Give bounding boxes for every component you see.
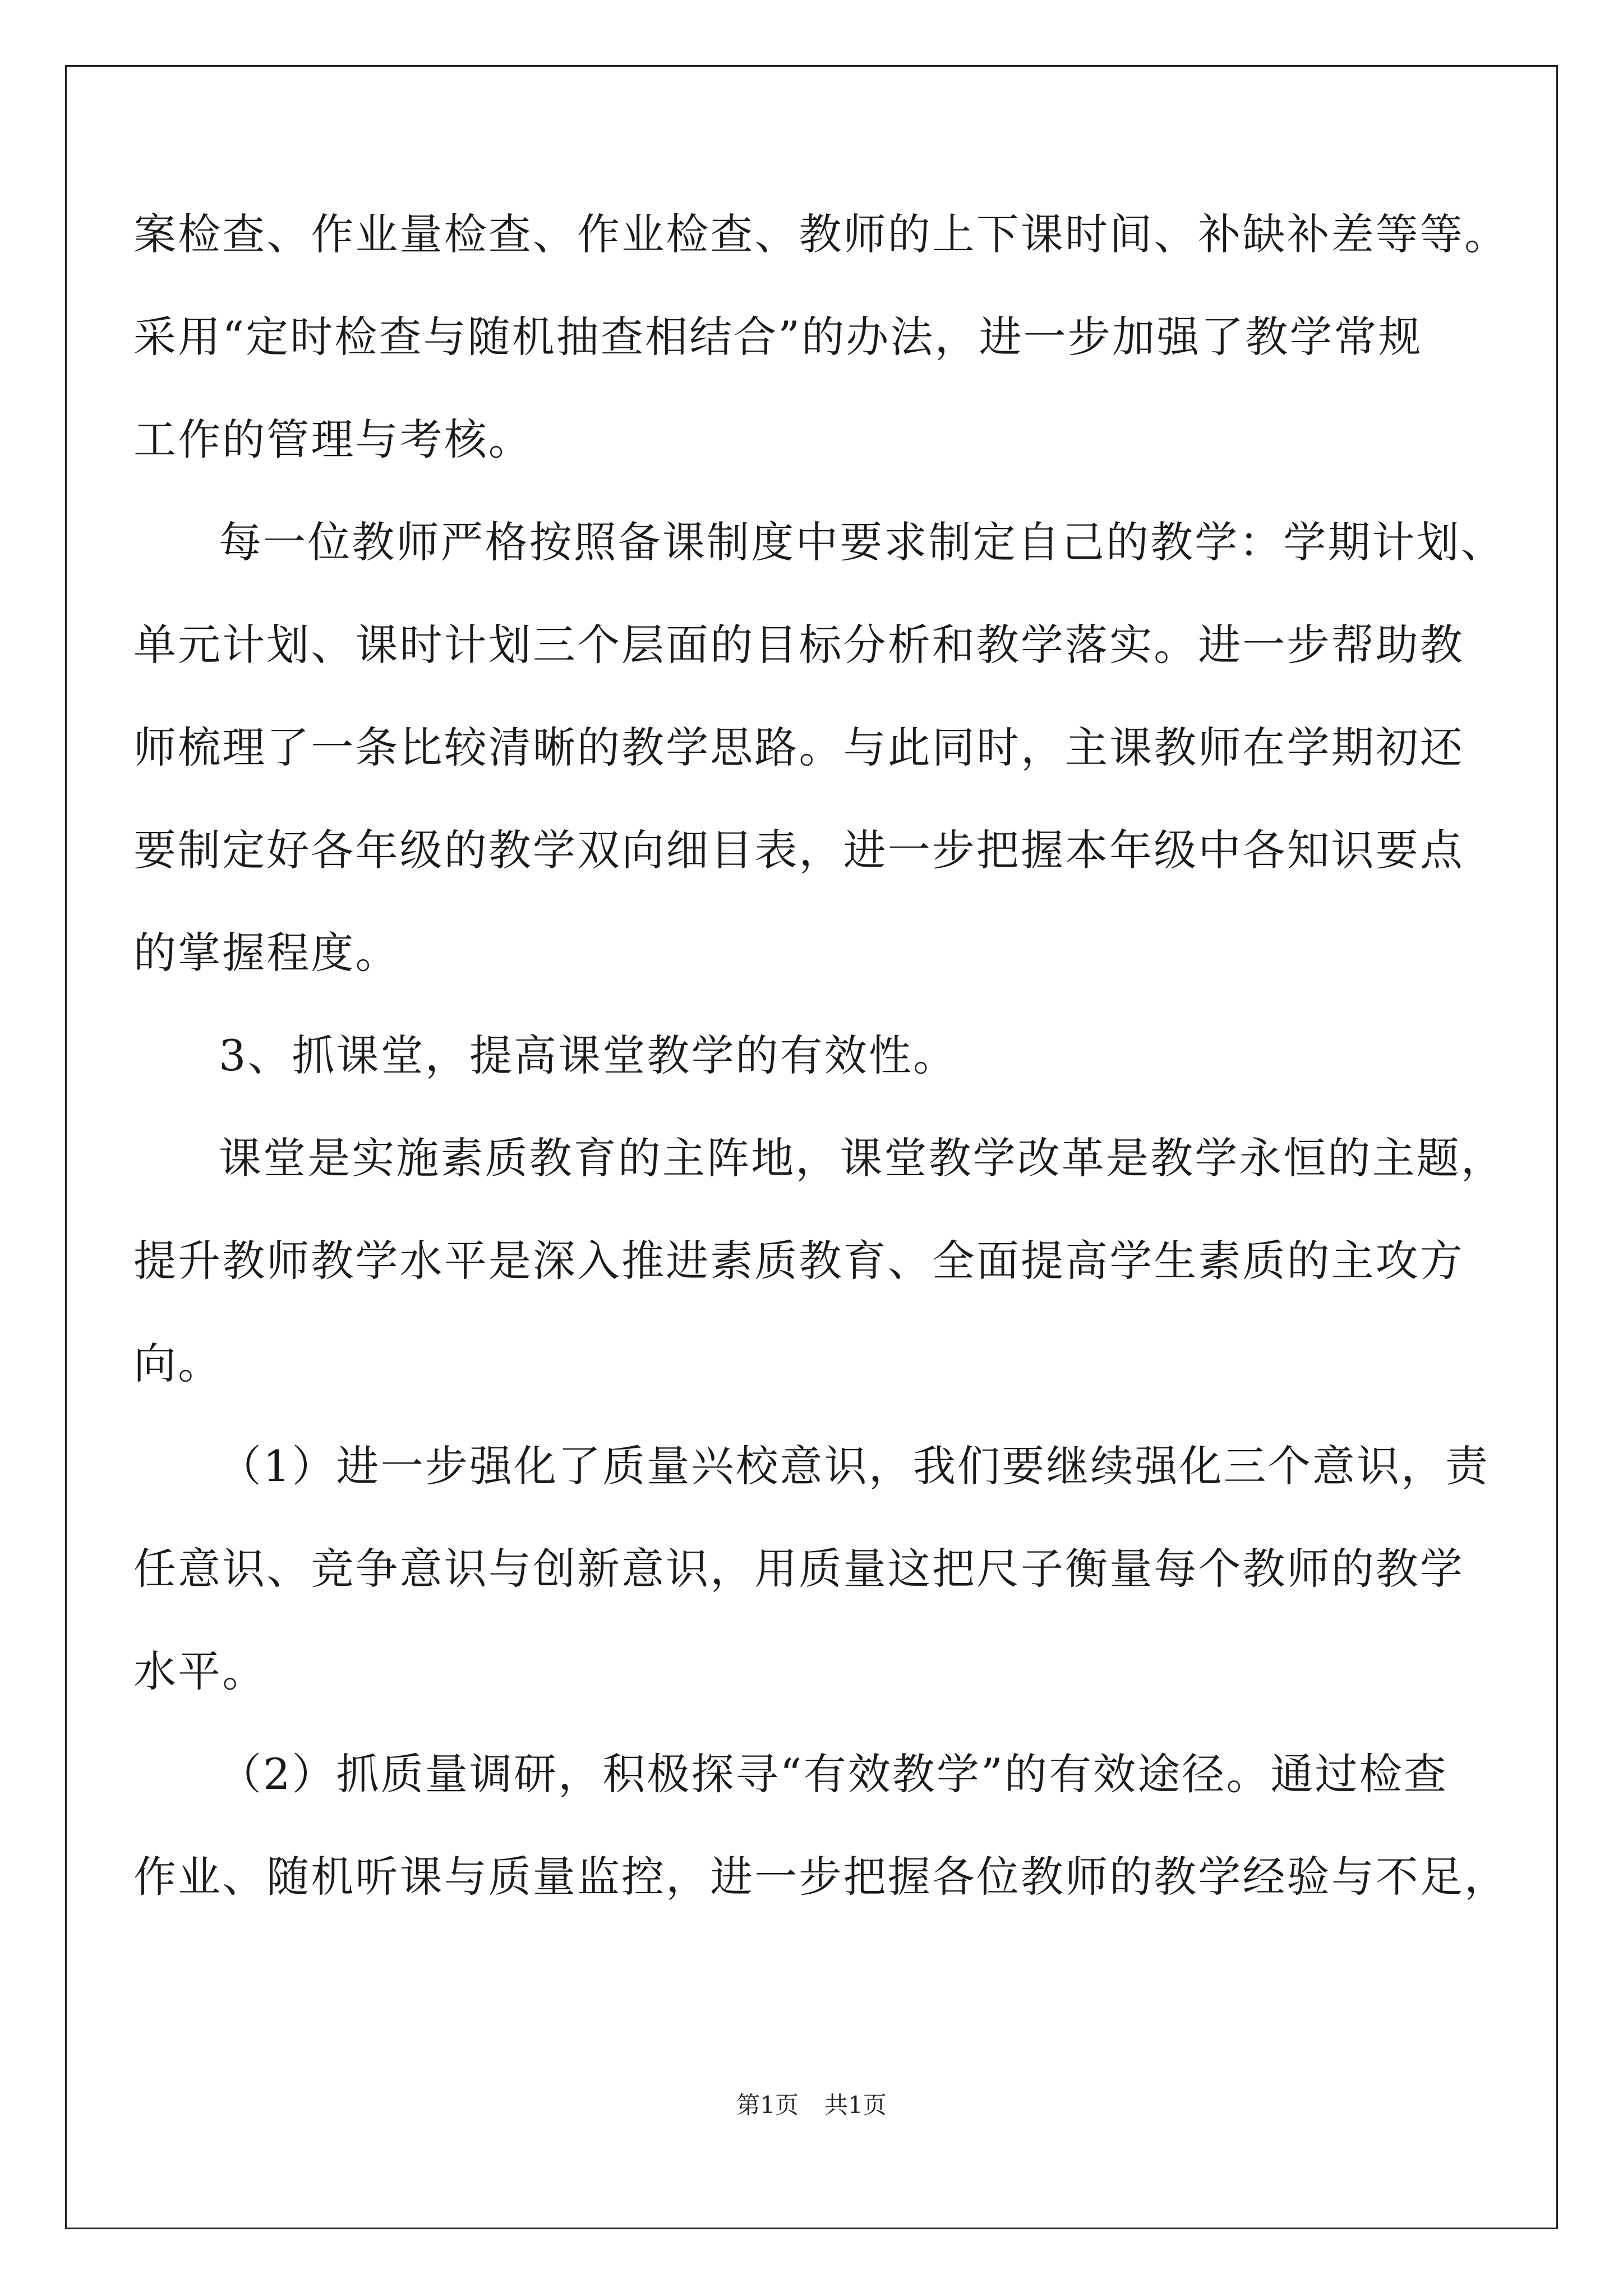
text-line: 案检查、作业量检查、作业检查、教师的上下课时间、补缺补差等等。 xyxy=(133,209,1509,259)
text-line: 要制定好各年级的教学双向细目表，进一步把握本年级中各知识要点 xyxy=(133,825,1464,875)
section-heading: 3、抓课堂，提高课堂教学的有效性。 xyxy=(219,1030,958,1080)
text-line: 师梳理了一条比较清晰的教学思路。与此同时，主课教师在学期初还 xyxy=(133,723,1464,772)
text-line: 的掌握程度。 xyxy=(133,928,400,978)
page-total: 共1页 xyxy=(824,2091,887,2119)
text-line: 采用“定时检查与随机抽查相结合”的办法，进一步加强了教学常规 xyxy=(133,312,1423,362)
text-line: 单元计划、课时计划三个层面的目标分析和教学落实。进一步帮助教 xyxy=(133,620,1464,670)
text-line: 每一位教师严格按照备课制度中要求制定自己的教学：学期计划、 xyxy=(219,517,1505,567)
page-number: 第1页 xyxy=(736,2091,799,2119)
text-line: 提升教师教学水平是深入推进素质教育、全面提高学生素质的主攻方 xyxy=(133,1236,1464,1286)
text-line: 水平。 xyxy=(133,1646,267,1696)
text-line: （2）抓质量调研，积极探寻“有效教学”的有效途径。通过检查 xyxy=(219,1749,1448,1799)
text-line: 向。 xyxy=(133,1338,223,1388)
text-line: 工作的管理与考核。 xyxy=(133,415,533,464)
page-footer xyxy=(0,2091,1623,2119)
text-line: 课堂是实施素质教育的主阵地，课堂教学改革是教学永恒的主题， xyxy=(219,1133,1505,1183)
text-line: （1）进一步强化了质量兴校意识，我们要继续强化三个意识，责 xyxy=(219,1441,1490,1491)
document-body xyxy=(133,183,1509,1928)
text-line: 作业、随机听课与质量监控，进一步把握各位教师的教学经验与不足， xyxy=(133,1852,1509,1902)
text-line: 任意识、竞争意识与创新意识，用质量这把尺子衡量每个教师的教学 xyxy=(133,1544,1464,1594)
